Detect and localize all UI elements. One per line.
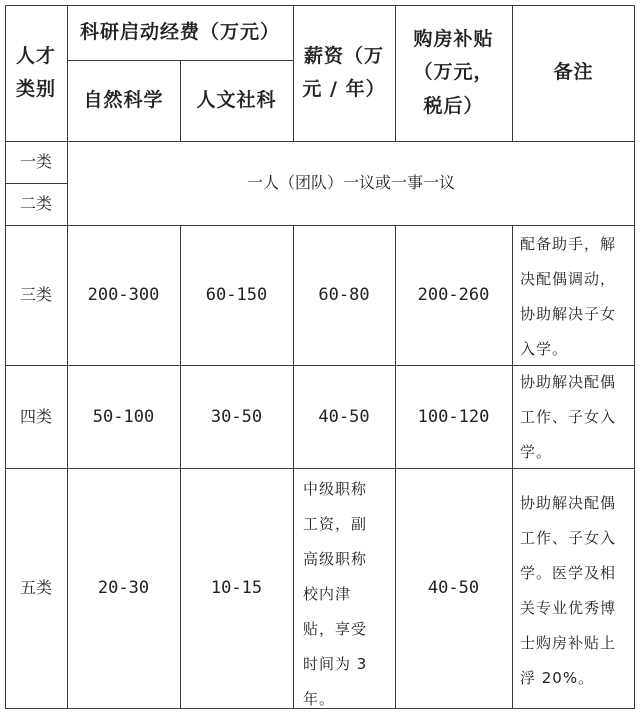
header-housing-line3: 税后） [423,94,484,117]
header-salary-line1: 薪资（万 [303,44,384,67]
grid-line [180,225,181,708]
row-3-note-line: 入学。 [520,340,569,358]
row-4-note-line: 协助解决配偶 [520,373,617,391]
grid-line [634,5,635,708]
grid-line [5,365,635,366]
row-5-note-line: 士购房补贴上 [520,634,617,652]
row-5-housing: 40-50 [427,578,480,598]
row-5-salary-line: 中级职称 [303,480,368,498]
row-3-housing: 200-260 [417,285,490,305]
row-3-note-line: 协助解决子女 [520,305,617,323]
header-salary [293,5,395,141]
row-5-note-line: 浮 20%。 [520,669,595,687]
row-3-natural: 200-300 [87,285,160,305]
grid-line [5,141,635,142]
row-5-salary-line: 时间为 3 [303,655,368,673]
row-4-note [512,365,635,468]
header-category-line1: 人才 [15,44,56,67]
merged-policy-text: 一人（团队）一议或一事一议 [246,173,455,192]
row-4-category: 四类 [19,406,52,426]
row-5-salary-line: 工资，副 [303,515,368,533]
row-4-note-line: 工作、子女入 [520,408,617,426]
row-4-housing: 100-120 [417,406,490,427]
row-5-salary-line: 年。 [303,690,336,708]
row-5-salary-line: 高级职称 [303,550,368,568]
row-5-natural: 20-30 [97,578,150,598]
grid-line [67,5,68,708]
header-startup-fund: 科研启动经费（万元） [79,20,280,43]
row-2-category: 二类 [19,194,52,213]
header-category-line2: 类别 [15,78,56,100]
row-3-note-line: 决配偶调动， [520,270,617,288]
grid-line [180,60,181,141]
grid-line [512,5,513,141]
header-housing-line2: （万元， [413,61,494,84]
row-5-salary-line: 校内津 [303,585,352,603]
row-4-note-line: 学。 [520,443,553,461]
grid-line [512,225,513,708]
header-natural-science: 自然科学 [83,88,164,111]
header-housing-line1: 购房补贴 [413,28,494,51]
grid-line [395,225,396,708]
row-3-note-line: 配备助手，解 [520,235,617,253]
grid-line [5,708,635,709]
row-4-humanities: 30-50 [210,406,263,427]
row-1-category: 一类 [19,152,52,171]
row-3-note [512,225,635,365]
row-5-salary [293,468,395,708]
row-3-humanities: 60-150 [205,285,268,305]
grid-line [5,5,6,708]
header-salary-line2: 元 / 年） [302,78,386,100]
row-5-note-line: 协助解决配偶 [520,494,617,512]
row-5-humanities: 10-15 [210,578,263,598]
grid-line [5,183,67,184]
header-category [5,5,67,141]
row-4-natural: 50-100 [92,406,155,427]
row-5-note-line: 关专业优秀博 [520,599,617,617]
grid-line [5,468,635,469]
header-humanities: 人文社科 [196,88,277,111]
row-3-category: 三类 [19,285,52,304]
row-5-salary-line: 贴，享受 [303,620,368,638]
header-housing [395,5,512,141]
grid-line [5,5,635,6]
row-3-salary: 60-80 [318,285,370,305]
grid-line [293,5,294,141]
row-5-category: 五类 [19,578,52,597]
row-5-note-line: 学。医学及相 [520,564,617,582]
grid-line [395,5,396,141]
grid-line [293,225,294,708]
row-5-note-line: 工作、子女入 [520,529,617,547]
row-4-salary: 40-50 [318,406,370,427]
grid-line [5,225,635,226]
row-5-note [512,468,635,708]
header-note: 备注 [553,61,594,84]
